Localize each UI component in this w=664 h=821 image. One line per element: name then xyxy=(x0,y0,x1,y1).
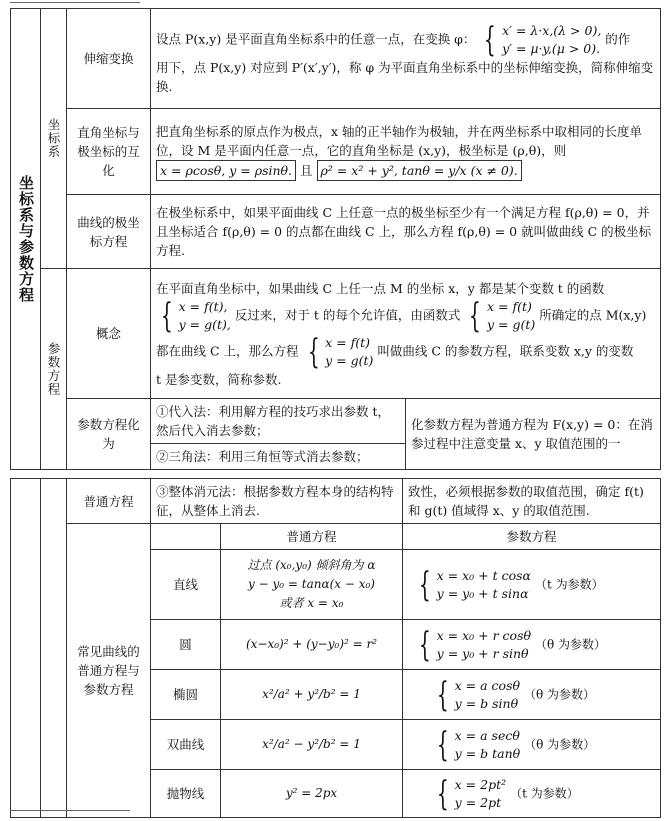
top-rule xyxy=(10,2,140,3)
param-eq-y: y = y₀ + r sinθ xyxy=(436,645,529,661)
param-note: （t 为参数） xyxy=(534,577,604,591)
polar-formula-box-2: ρ² = x² + y², tanθ = y/x (x ≠ 0). xyxy=(317,160,522,181)
method-trig: ②三角法：利用三角恒等式消去参数； xyxy=(156,449,369,464)
general-eq xyxy=(221,550,403,620)
param-eq-x: x = x₀ + r cosθ xyxy=(436,627,532,643)
concept-content xyxy=(151,269,661,399)
param-eq-y: y = 2pt xyxy=(454,794,502,810)
polar-eq-name: 曲线的极坐标方程 xyxy=(67,195,151,269)
concept-eq1-y: y = g(t), xyxy=(178,316,231,332)
to-general-note: 化参数方程为普通方程为 F(x,y) = 0：在消参过程中注意变量 x、y 取值范围的一 xyxy=(406,399,661,470)
param-eq-y: y = b tanθ xyxy=(454,745,521,761)
concept-text-d: 都在曲线 C 上，那么方程 xyxy=(156,343,299,358)
param-eq-x: x = 2pt² xyxy=(454,776,507,792)
param-note: （t 为参数） xyxy=(510,786,579,800)
general-note: 致性，必须根据参数的取值范围，确定 f(t) 和 g(t) 值域得 x、y 的取值范围. xyxy=(403,479,661,524)
curve-name: 双曲线 xyxy=(151,720,221,770)
to-general-name: 参数方程化为 xyxy=(67,399,151,470)
scaling-eq1: x′ = λ·x,(λ > 0), xyxy=(502,22,602,38)
concept-name: 概念 xyxy=(67,269,151,399)
param-note: （θ 为参数） xyxy=(524,687,596,701)
coord-system-label: 坐标系 xyxy=(41,9,67,269)
header-blank xyxy=(151,524,221,550)
curve-name: 圆 xyxy=(151,620,221,670)
main-topic-label: 坐标系与参数方程 xyxy=(11,9,41,470)
scaling-text-c: 用下，点 P(x,y) 对应到 P′(x′,y′)，称 φ 为平面直角坐标系中的坐标伸缩变换，简称伸缩变换. xyxy=(156,59,654,94)
concept-eq3-y: y = g(t) xyxy=(325,352,374,368)
general-eq: (x−x₀)² + (y−y₀)² = r² xyxy=(221,620,403,670)
general-eq-line: 过点 (x₀,y₀) 倾斜角为 α xyxy=(247,558,376,572)
curve-name: 椭圆 xyxy=(151,670,221,720)
scaling-text-a: 设点 P(x,y) 是平面直角坐标系中的任意一点，在变换 φ： xyxy=(156,31,476,46)
method-whole: ③整体消元法：根据参数方程本身的结构特征，从整体上消去. xyxy=(151,479,403,524)
concept-eq-3: { x = f(t) y = g(t) xyxy=(307,331,374,372)
param-eq-x: x = a cosθ xyxy=(454,677,521,693)
scaling-eq2: y′ = μ·y,(μ > 0). xyxy=(502,40,601,56)
polar-formula-box-1: x = ρcosθ, y = ρsinθ. xyxy=(156,160,296,181)
blank-col-1 xyxy=(11,479,41,818)
concept-eq1-x: x = f(t), xyxy=(178,298,228,314)
to-general-methods xyxy=(151,399,406,470)
param-eq-x: x = a secθ xyxy=(454,727,520,743)
scaling-name: 伸缩变换 xyxy=(67,9,151,109)
curve-name: 直线 xyxy=(151,550,221,620)
polar-eq-text: 在极坐标系中，如果平面曲线 C 上任意一点的极坐标至少有一个满足方程 f(ρ,θ) = 0，并且坐标适合 f(ρ,θ) = 0 的点都在曲线 C 上，那么方程 f(ρ,θ) = 0 就叫做曲线 C 的极坐标方程. xyxy=(151,195,661,269)
param-eq: { x = x₀ + r cosθ y = y₀ + r sinθ （θ 为参数） xyxy=(403,620,661,670)
method-substitution: ①代入法：利用解方程的技巧求出参数 t，然后代入消去参数； xyxy=(151,399,405,444)
col-header-general: 普通方程 xyxy=(221,524,403,550)
concept-eq-2: { x = f(t) y = g(t) xyxy=(469,295,536,336)
param-eq-label: 参数方程 xyxy=(41,269,67,470)
param-eq-y: y = b sinθ xyxy=(454,695,519,711)
concept-eq2-x: x = f(t) xyxy=(486,298,532,314)
param-eq: { x = a secθ y = b tanθ （θ 为参数） xyxy=(403,720,661,770)
bottom-rule xyxy=(10,810,130,811)
scaling-equations: { x′ = λ·x,(λ > 0), y′ = μ·y,(μ > 0). xyxy=(484,19,602,60)
concept-text-f: t 是参变数，简称参数. xyxy=(156,371,282,387)
scaling-content xyxy=(151,9,661,109)
general-name: 普通方程 xyxy=(67,479,151,524)
concept-text-a: 在平面直角坐标中，如果曲线 C 上任一点 M 的坐标 x，y 都是某个变数 t 的函数 xyxy=(156,280,605,296)
curves-label: 常见曲线的普通方程与参数方程 xyxy=(67,524,151,818)
concept-text-c: 所确定的点 M(x,y) xyxy=(539,307,647,322)
general-eq: x²/a² − y²/b² = 1 xyxy=(221,720,403,770)
param-note: （θ 为参数） xyxy=(524,737,596,751)
general-eq-line: 或者 x = x₀ xyxy=(279,596,344,610)
common-curves-table xyxy=(10,478,661,818)
param-eq-x: x = x₀ + t cosα xyxy=(436,567,531,583)
blank-col-2 xyxy=(41,479,67,818)
param-eq: { x = x₀ + t cosα y = y₀ + t sinα （t 为参数） xyxy=(403,550,661,620)
concept-eq-1: { x = f(t), y = g(t), xyxy=(160,295,231,336)
polar-convert-name: 直角坐标与极坐标的互化 xyxy=(67,109,151,195)
concept-text-b: 反过来，对于 t 的每个允许值，由函数式 xyxy=(234,307,461,322)
concept-text-e: 叫做曲线 C 的参数方程，联系变数 x,y 的变数 xyxy=(377,343,634,358)
general-eq: y² = 2px xyxy=(221,770,403,818)
polar-convert-content xyxy=(151,109,661,195)
polar-convert-mid: 且 xyxy=(300,163,313,178)
curve-name: 抛物线 xyxy=(151,770,221,818)
coordinate-system-table xyxy=(10,8,661,470)
concept-eq2-y: y = g(t) xyxy=(486,316,536,332)
param-eq-y: y = y₀ + t sinα xyxy=(436,585,529,601)
general-eq: x²/a² + y²/b² = 1 xyxy=(221,670,403,720)
param-note: （θ 为参数） xyxy=(535,637,607,651)
param-eq: { x = a cosθ y = b sinθ （θ 为参数） xyxy=(403,670,661,720)
polar-convert-text: 把直角坐标系的原点作为极点，x 轴的正半轴作为极轴，并在两坐标系中取相同的长度单位，设 M 是平面内任意一点，它的直角坐标是 (x,y)，极坐标是 (ρ,θ)，则 xyxy=(156,124,643,158)
general-eq-line: y − y₀ = tanα(x − x₀) xyxy=(248,577,375,591)
concept-eq3-x: x = f(t) xyxy=(325,334,371,350)
param-eq: { x = 2pt² y = 2pt （t 为参数） xyxy=(403,770,661,818)
col-header-param: 参数方程 xyxy=(403,524,661,550)
scaling-text-b: 的作 xyxy=(605,31,631,46)
